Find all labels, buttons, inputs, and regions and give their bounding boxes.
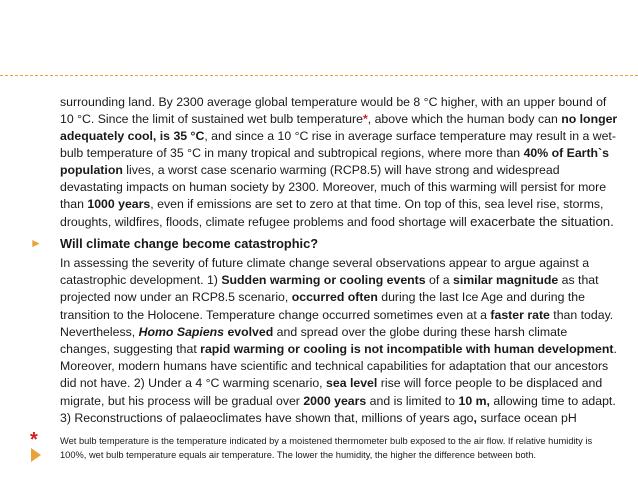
asterisk-icon: * (30, 429, 38, 451)
top-divider (0, 75, 638, 76)
slide-body (30, 94, 620, 427)
paragraph-continuation: surrounding land. By 2300 average global temperature would be 8 °C higher, with an upper bound of 10 °C. Since the limit of sustained wet bulb temperature*, above which the human body can no longer adequately cool, is 35 °C, and since a 10 °C rise in average surface temperature may result in a wet-bulb temperature of 35 °C in many tropical and subtropical regions, where more than 40% of Earth`s population lives, a worst case scenario warming (RCP8.5) will have strong and widespread devastating impacts on human society by 2300. Moreover, much of this warming will persist for more than 1000 years, even if emissions are set to zero at that time. On top of this, sea level rise, storms, droughts, wildfires, floods, climate refugee problems and food shortage will exacerbate the situation. (60, 95, 618, 229)
footnote-text: Wet bulb temperature is the temperature indicated by a moistened thermometer bulb exposed to the air flow. If relative humidity is 100%, wet bulb temperature equals air temperature. The lower the humidity, the higher the difference between both. (60, 436, 593, 460)
paragraph-assessment: In assessing the severity of future climate change several observations appear to argue against a catastrophic development. 1) Sudden warming or cooling events of a similar magnitude as that projected now under an RCP8.5 scenario, occurred often during the last Ice Age and during the transition to the Holocene. Temperature change occurred sometimes even at a faster rate than today. Nevertheless, Homo Sapiens evolved and spread over the globe during these harsh climate changes, suggesting that rapid warming or cooling is not incompatible with human development. Moreover, modern humans have scientific and technical capabilities for adaptation that our ancestors did not have. 2) Under a 4 °C warming scenario, sea level rise will force people to be displaced and migrate, but his process will be gradual over 2000 years and is limited to 10 m, allowing time to adapt. 3) Reconstructions of palaeoclimates have shown that, millions of years ago, surface ocean pH (60, 256, 617, 425)
bullet-heading: Will climate change become catastrophic? (60, 236, 319, 251)
footnote-marker (30, 429, 60, 466)
triangle-right-icon (31, 448, 41, 462)
footnote-star-marker: * (362, 112, 368, 126)
bullet-item (30, 235, 620, 252)
footnote (30, 429, 620, 466)
triangle-right-icon: ► (30, 236, 42, 250)
